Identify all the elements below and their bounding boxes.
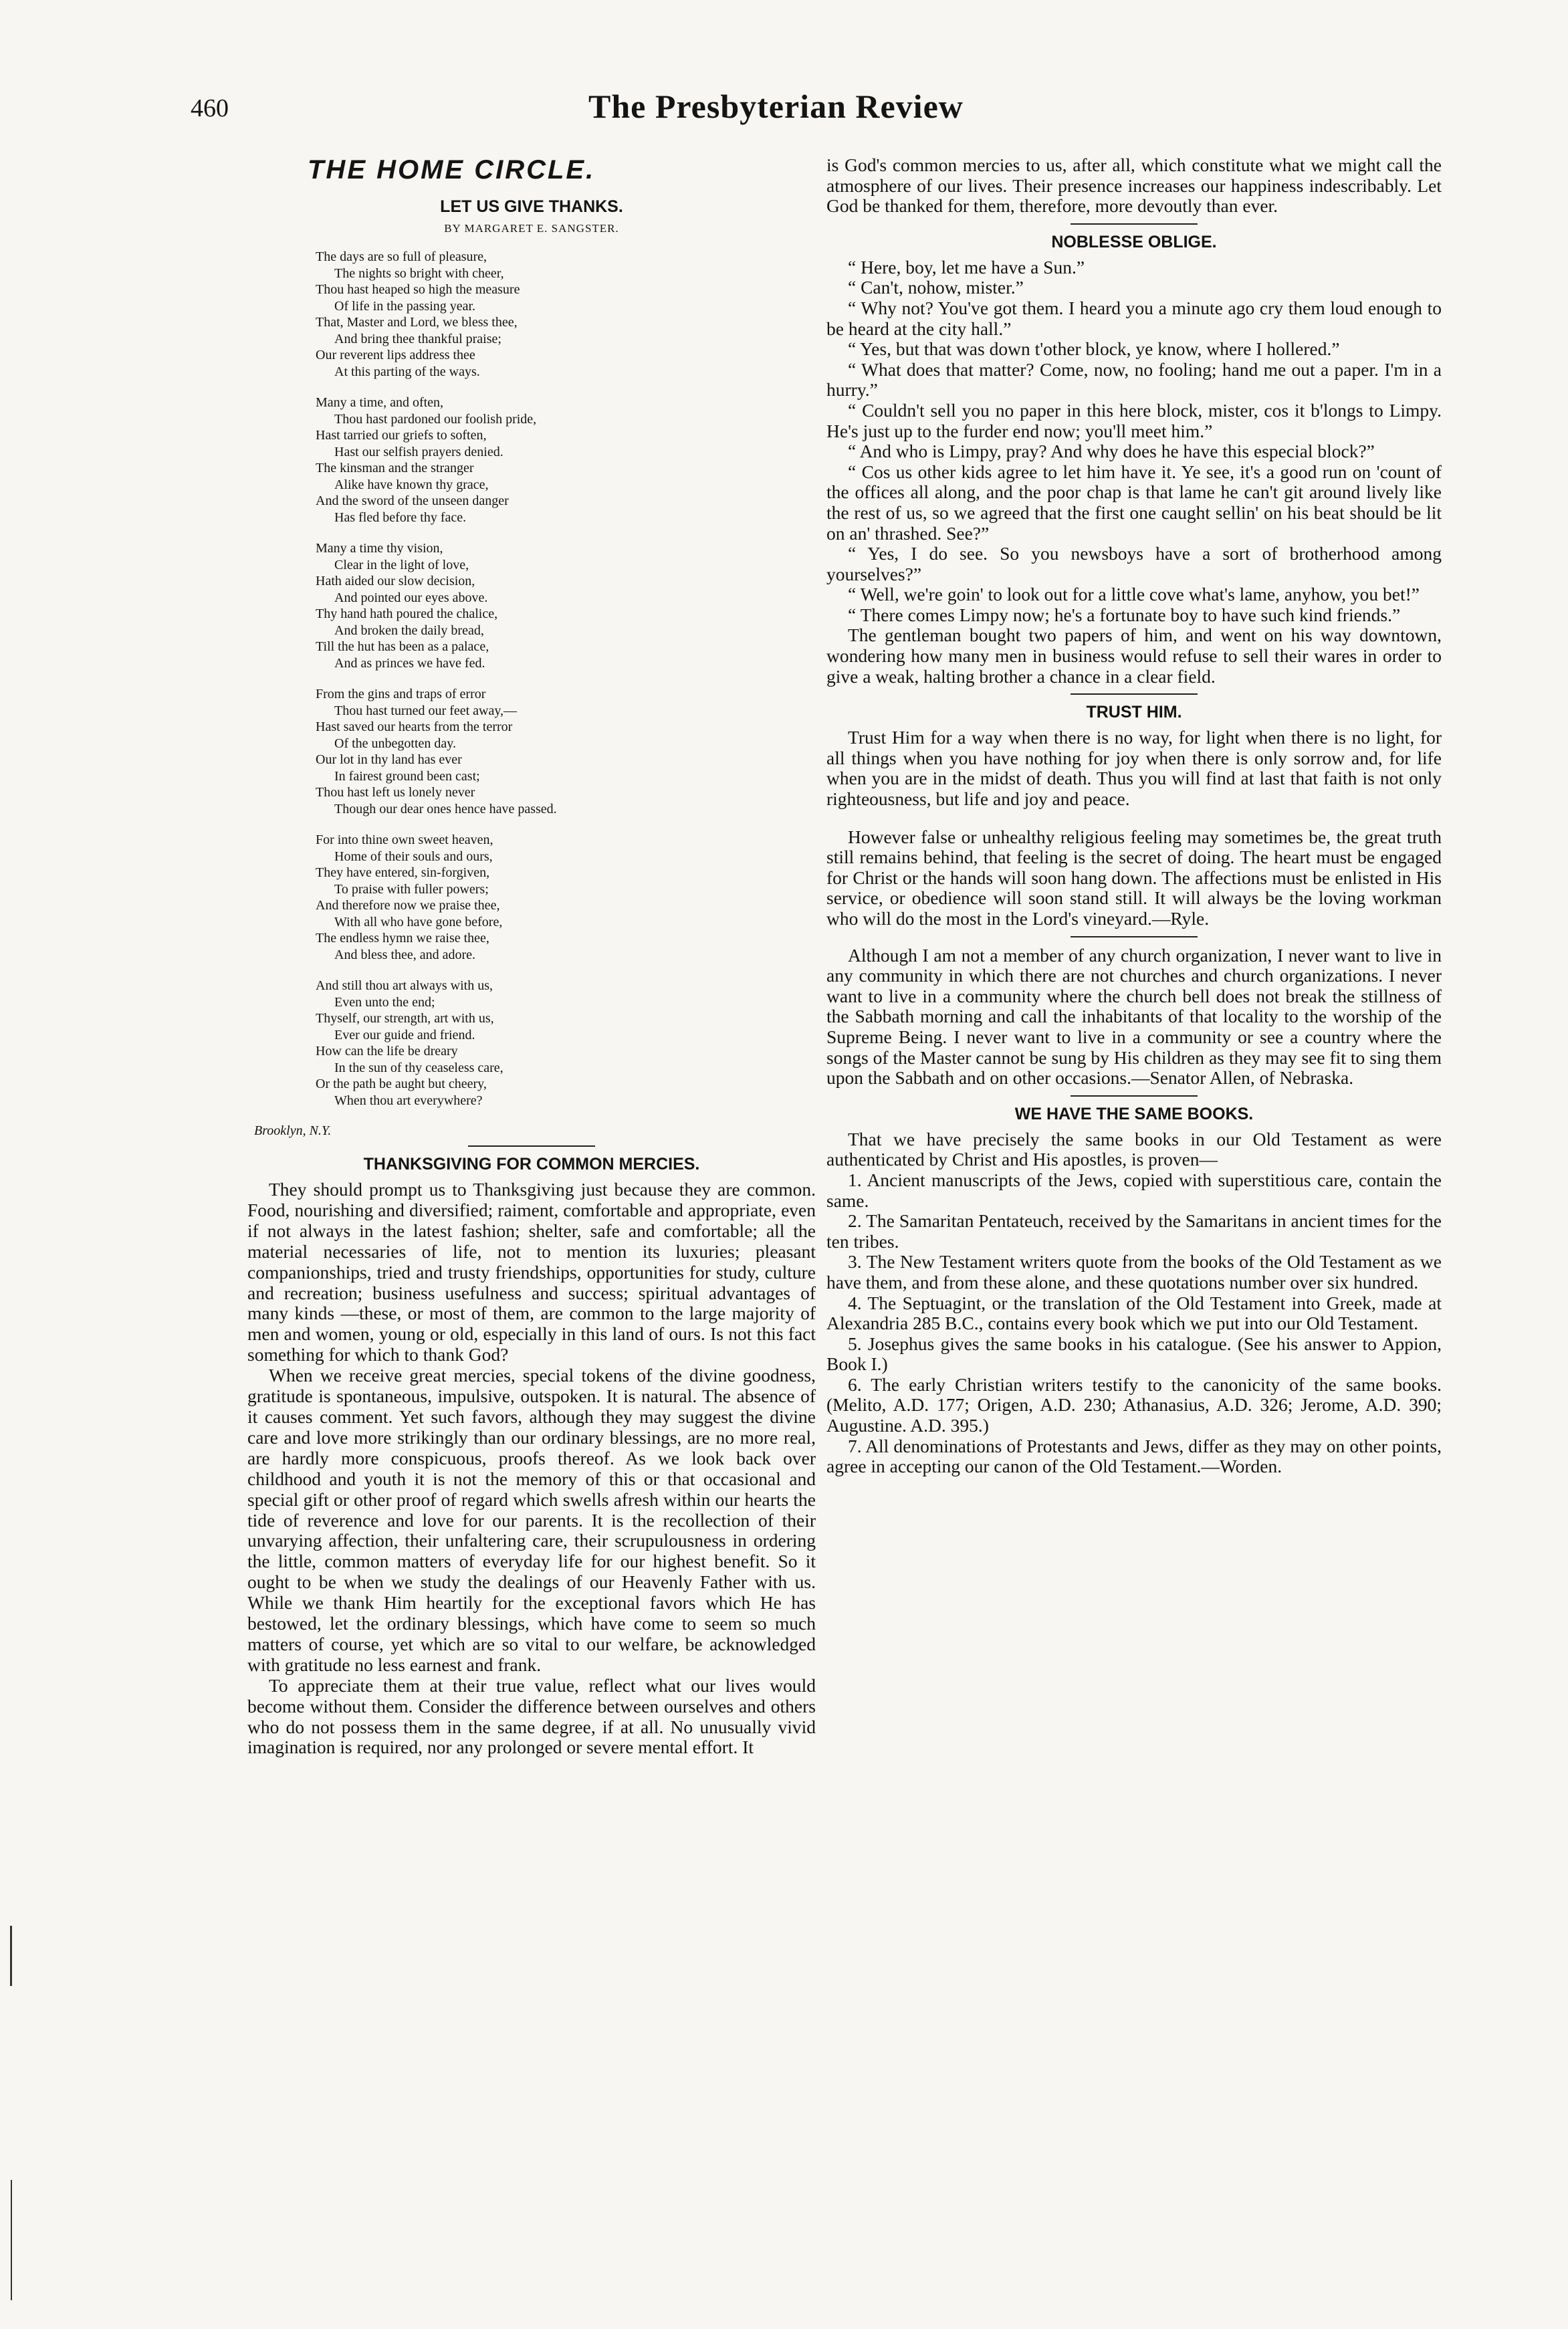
poem-line: With all who have gone before, [334, 914, 503, 929]
poem-line: Has fled before thy face. [334, 510, 467, 525]
poem-line: How can the life be dreary [316, 1044, 458, 1059]
dialogue-line: “ Yes, I do see. So you newsboys have a sort of brotherhood among yourselves?” [826, 543, 1442, 584]
poem-line: And still thou art always with us, [316, 978, 493, 993]
poem-line: The kinsman and the stranger [316, 461, 474, 475]
dialogue-line: “ There comes Limpy now; he's a fortunate boy to have such kind friends.” [848, 604, 1401, 625]
poem-line: Ever our guide and friend. [334, 1027, 475, 1042]
divider [468, 1145, 595, 1147]
article-paragraph: To appreciate them at their true value, reflect what our lives would become without them. Consider the difference between ourselves and others who do not possess them in the same degree, if at all. No unusually vivid imagination is required, nor any prolonged or severe mental effort. It [247, 1674, 816, 1758]
poem-title: LET US GIVE THANKS. [440, 197, 623, 216]
poem-line: Though our dear ones hence have passed. [334, 801, 557, 816]
allen-paragraph: Although I am not a member of any church organization, I never want to live in any community in which there are not churches and church organizations. I never want to live in a community where the church bell does not break the stillness of the Sabbath morning and call the inhabitants of that locality to the worship of the Supreme Being. I never want to live in a community or see a country where the songs of the Master cannot be sung by His children as they may see fit to sing them upon the Sabbath and on other occasions.—Senator Allen, of Nebraska. [826, 944, 1442, 1089]
poem-line: And broken the daily bread, [334, 623, 484, 638]
poem-byline: BY MARGARET E. SANGSTER. [444, 222, 619, 235]
poem-line: Clear in the light of love, [334, 557, 469, 572]
dialogue-line: “ What does that matter? Come, now, no fooling; hand me out a paper. I'm in a hurry.” [826, 358, 1442, 401]
poem-stanza [316, 686, 816, 817]
books-title: WE HAVE THE SAME BOOKS. [1014, 1104, 1254, 1123]
dialogue-line: “ Cos us other kids agree to let him have it. Ye see, it's a good run on 'count of the offices all along, and the poor chap is that lame he can't git around lively like the rest of us, so we agreed that the first one caught sellin' on his beat should be lit on an' thrashed. See?” [826, 461, 1442, 544]
books-list-item: 7. All denominations of Protestants and Jews, differ as they may on other points, agree in accepting our canon of the Old Testament.—Worden. [826, 1435, 1442, 1477]
poem-line: That, Master and Lord, we bless thee, [316, 315, 518, 330]
poem-line: Our reverent lips address thee [316, 348, 475, 362]
dialogue-line: “ Can't, nohow, mister.” [848, 277, 1024, 298]
trust-paragraph: Trust Him for a way when there is no way, for light when there is no light, for all things when you have nothing for joy when there is only sorrow and, for life when you are in the midst of death. Thus you will find at last that faith is not only righteousness, but life and joy and peace. [826, 727, 1442, 810]
books-list-item: 4. The Septuagint, or the translation of the Old Testament into Greek, made at Alexandria 285 B.C., contains every book which we put into our Old Testament. [826, 1292, 1442, 1334]
poem-line: Many a time thy vision, [316, 541, 443, 556]
poem-line: And as princes we have fed. [334, 655, 485, 671]
poem-line: Our lot in thy land has ever [316, 752, 462, 767]
poem-line: And therefore now we praise thee, [316, 898, 500, 913]
divider [1071, 223, 1198, 225]
poem-stanza [316, 249, 816, 380]
dialogue-line: “ Why not? You've got them. I heard you a minute ago cry them loud enough to be heard at the city hall.” [826, 297, 1442, 339]
books-list-item: 6. The early Christian writers testify to the canonicity of the same books. (Melito, A.D. 177; Origen, A.D. 230; Athanasius, A.D. 326; Jerome, A.D. 390; Augustine. A.D. 395.) [826, 1373, 1442, 1436]
dialogue-line: “ Well, we're goin' to look out for a little cove what's lame, anyhow, you bet!” [848, 584, 1420, 605]
poem-line: And pointed our eyes above. [334, 590, 488, 605]
poem-line: The endless hymn we raise thee, [316, 931, 489, 946]
page-number: 460 [191, 94, 229, 122]
poem-line: Of life in the passing year. [334, 298, 476, 314]
poem-line: In the sun of thy ceaseless care, [334, 1060, 503, 1075]
narrative-paragraph: The gentleman bought two papers of him, and went on his way downtown, wondering how many men in business would refuse to sell their wares in order to give a weak, halting brother a chance in a clear field. [826, 625, 1442, 687]
books-list-item: 2. The Samaritan Pentateuch, received by the Samaritans in ancient times for the ten tribes. [826, 1210, 1442, 1252]
poem-line: Alike have known thy grace, [334, 477, 489, 492]
poem-line: Of the unbegotten day. [334, 736, 456, 751]
poem-line: For into thine own sweet heaven, [316, 833, 493, 847]
poem-line: Home of their souls and ours, [334, 849, 493, 864]
poem-line: Thy hand hath poured the chalice, [316, 606, 498, 621]
trust-title: TRUST HIM. [1086, 703, 1182, 722]
poem-line: And bring thee thankful praise; [334, 331, 501, 346]
divider [1071, 936, 1198, 937]
dialogue-line: “ Couldn't sell you no paper in this here block, mister, cos it b'longs to Limpy. He's just up to the furder end now; you'll meet him.” [826, 399, 1442, 441]
books-intro: That we have precisely the same books in our Old Testament as were authenticated by Christ and His apostles, is proven— [826, 1128, 1442, 1170]
poem-line: Hast tarried our griefs to soften, [316, 428, 487, 443]
poem-line: And bless thee, and adore. [334, 947, 476, 962]
poem-line: Thou hast heaped so high the measure [316, 282, 520, 297]
article-paragraph: They should prompt us to Thanksgiving just because they are common. Food, nourishing and diversified; raiment, comfortable and appropriate, even if not always in the latest fashion; shelter, safe and comfortable; all the material necessaries of life, not to mention its luxuries; pleasant companionships, tried and trusty friendships, opportunities for study, culture and recreation; business usefulness and success; spiritual advantages of many kinds —these, or most of them, are common to the large majority of men and women, young or old, especially in this land of ours. Is not this fact something for which to thank God? [247, 1179, 816, 1365]
article-paragraph: When we receive great mercies, special tokens of the divine goodness, gratitude is spontaneous, impulsive, outspoken. It is natural. The absence of it causes comment. Yet such favors, although they may suggest the divine care and love more strikingly than our ordinary blessings, are no more real, are hardly more conspicuous, proofs thereof. As we look back over childhood and youth it is not the memory of this or that occasional and special gift or other proof of regard which swells afresh within our hearts the tide of reverence and love for our parents. It is the recollection of their unvarying affection, their unfaltering care, their scrupulousness in ordering the little, common matters of everyday life for our highest benefit. So it ought to be when we study the dealings of our Heavenly Father with us. While we thank Him heartily for the exceptional favors which He has bestowed, let the ordinary blessings, which have come to seem so much matters of course, yet which are so vital to our welfare, be acknowledged with gratitude no less earnest and frank. [247, 1365, 816, 1675]
books-list-item: 3. The New Testament writers quote from the books of the Old Testament as we have them, and from these alone, and these quotations number over six hundred. [826, 1251, 1442, 1293]
ryle-paragraph: However false or unhealthy religious feeling may sometimes be, the great truth still remains behind, that feeling is the secret of doing. The heart must be engaged for Christ or the hands will soon hang down. The affections must be enlisted in His service, or obedience will soon stand still. It will always be the loving workman who will do the most in the Lord's vineyard.—Ryle. [826, 826, 1442, 929]
poem-line: From the gins and traps of error [316, 687, 486, 701]
poem-stanza [316, 395, 816, 526]
dialogue-line: “ Here, boy, let me have a Sun.” [848, 256, 1085, 278]
poem-line: Till the hut has been as a palace, [316, 639, 489, 654]
article-title: THANKSGIVING FOR COMMON MERCIES. [363, 1155, 700, 1174]
continuation-paragraph: is God's common mercies to us, after all, which constitute what we might call the atmosphere of our lives. Their presence increases our happiness indescribably. Let God be thanked for them, therefore, more devoutly than ever. [826, 154, 1442, 217]
section-title: THE HOME CIRCLE. [308, 155, 596, 185]
left-column [247, 155, 816, 1758]
poem-line: Even unto the end; [334, 994, 435, 1010]
poem-stanza [316, 978, 816, 1109]
poem-line: When thou art everywhere? [334, 1093, 483, 1108]
poem-place: Brooklyn, N.Y. [254, 1123, 332, 1138]
poem-stanza [316, 540, 816, 671]
poem-line: In fairest ground been cast; [334, 768, 480, 784]
noblesse-title: NOBLESSE OBLIGE. [1051, 232, 1217, 251]
dialogue-line: “ And who is Limpy, pray? And why does he have this especial block?” [848, 441, 1375, 462]
poem-stanza [316, 832, 816, 963]
poem-line: Thou hast left us lonely never [316, 785, 475, 800]
spacer [826, 810, 1442, 827]
poem-line: Hast saved our hearts from the terror [316, 719, 513, 734]
poem-line: Thou hast pardoned our foolish pride, [334, 411, 537, 427]
books-list-item: 5. Josephus gives the same books in his catalogue. (See his answer to Appion, Book I.) [826, 1333, 1442, 1375]
divider [1071, 1095, 1198, 1097]
poem-line: The days are so full of pleasure, [316, 249, 487, 264]
poem [247, 249, 816, 1109]
poem-line: Thou hast turned our feet away,— [334, 703, 518, 718]
poem-line: The nights so bright with cheer, [334, 265, 504, 281]
poem-line: Hath aided our slow decision, [316, 574, 475, 588]
poem-line: They have entered, sin-forgiven, [316, 865, 490, 880]
scan-margin-marks [7, 1926, 16, 2300]
poem-line: And the sword of the unseen danger [316, 493, 509, 508]
dialogue-line: “ Yes, but that was down t'other block, ye know, where I hollered.” [848, 338, 1340, 360]
poem-line: Hast our selfish prayers denied. [334, 444, 503, 459]
poem-line: Or the path be aught but cheery, [316, 1077, 487, 1091]
books-list-item: 1. Ancient manuscripts of the Jews, copied with superstitious care, contain the same. [826, 1169, 1442, 1211]
right-column [826, 155, 1442, 1477]
poem-line: To praise with fuller powers; [334, 881, 489, 897]
poem-line: Many a time, and often, [316, 395, 444, 410]
divider [1071, 693, 1198, 695]
poem-line: At this parting of the ways. [334, 364, 480, 379]
poem-line: Thyself, our strength, art with us, [316, 1011, 494, 1026]
running-title: The Presbyterian Review [588, 88, 964, 125]
